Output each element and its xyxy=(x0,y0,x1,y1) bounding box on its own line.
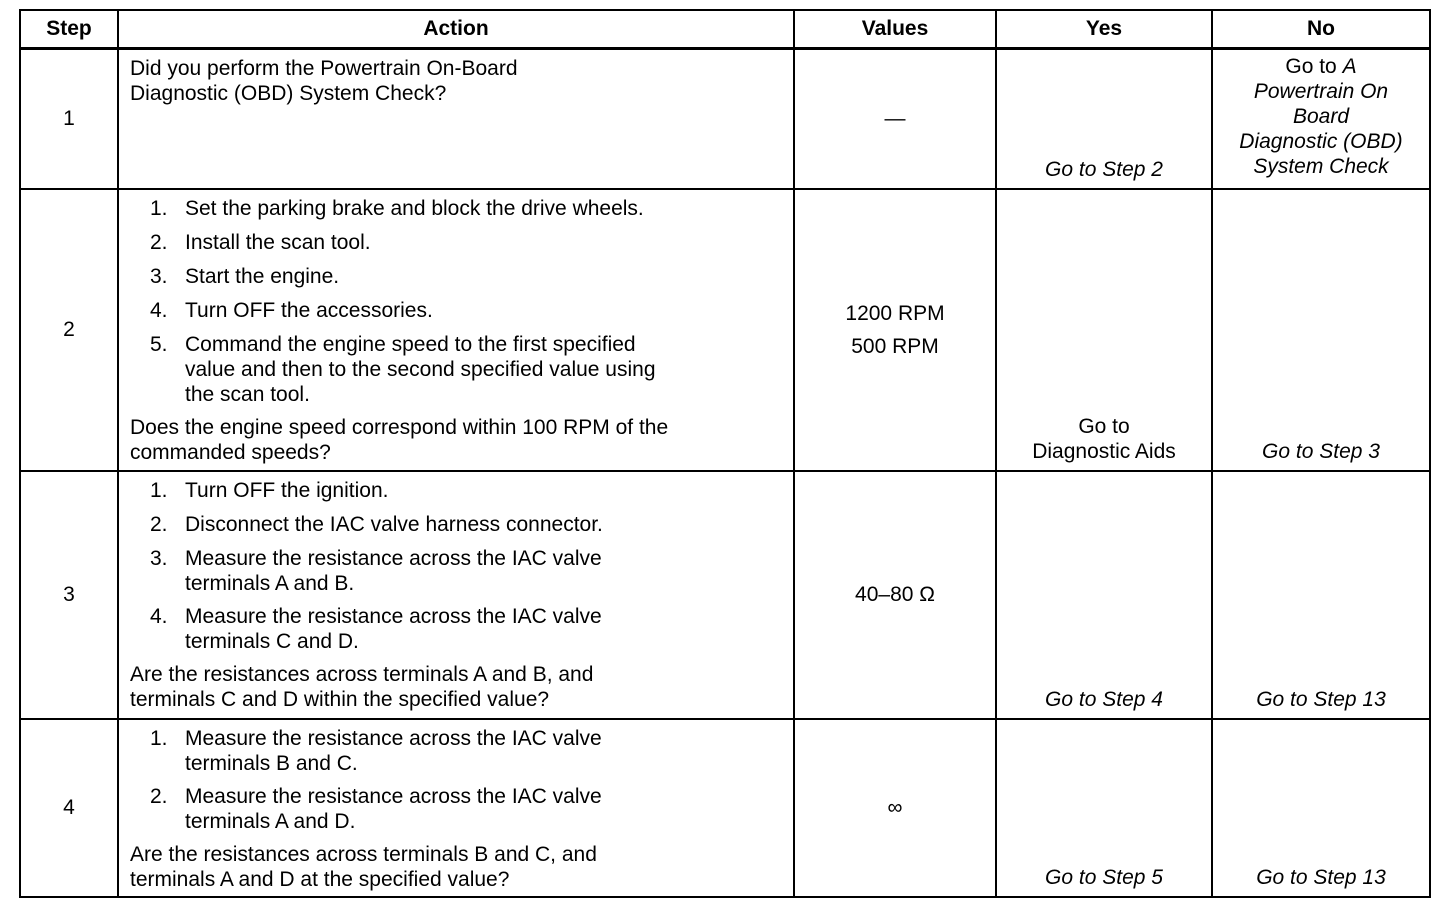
list-item: 2. Measure the resistance across the IAC valve terminals A and D. xyxy=(150,784,602,833)
yes-cell xyxy=(996,189,1212,471)
yes-link[interactable]: Go to Step 4 xyxy=(1045,687,1163,711)
header-yes: Yes xyxy=(996,10,1212,49)
no-link[interactable]: System Check xyxy=(1253,155,1389,178)
no-cell xyxy=(1212,719,1430,897)
list-item: 3. Measure the resistance across the IAC valve terminals A and B. xyxy=(150,546,602,595)
step-number: 4 xyxy=(20,719,118,897)
step-number: 2 xyxy=(20,189,118,471)
question: Are the resistances across terminals B and C, and terminals A and D at the specified value? xyxy=(130,842,597,891)
no-prefix: Go to xyxy=(1285,55,1337,78)
value: ∞ xyxy=(887,796,903,819)
yes-link[interactable]: Go to Step 5 xyxy=(1045,865,1163,889)
action-cell xyxy=(118,189,794,471)
list-item: 5. Command the engine speed to the first specified value and then to the second specified value using the scan tool. xyxy=(150,332,656,406)
question: Did you perform the Powertrain On-Board Diagnostic (OBD) System Check? xyxy=(130,57,518,105)
header-action: Action xyxy=(118,10,794,49)
value: 40–80 Ω xyxy=(855,583,935,606)
table-row xyxy=(20,719,1430,897)
no-link[interactable]: Powertrain On xyxy=(1253,80,1389,103)
values-cell xyxy=(794,49,996,189)
no-cell xyxy=(1212,49,1430,189)
instruction-list xyxy=(130,726,783,834)
question: Does the engine speed correspond within 100 RPM of the commanded speeds? xyxy=(130,415,669,464)
no-link[interactable]: Go to Step 13 xyxy=(1256,687,1386,711)
list-item: 1. Turn OFF the ignition. xyxy=(150,478,389,502)
header-row xyxy=(20,10,1430,49)
table-row xyxy=(20,49,1430,189)
yes-link[interactable]: Go to xyxy=(1078,414,1130,438)
header-values: Values xyxy=(794,10,996,49)
yes-link[interactable]: Diagnostic Aids xyxy=(1032,439,1176,463)
step-number: 1 xyxy=(20,49,118,189)
values-cell xyxy=(794,189,996,471)
list-item: 1. Set the parking brake and block the drive wheels. xyxy=(150,196,644,220)
values-cell xyxy=(794,471,996,719)
no-link[interactable]: Go to Step 3 xyxy=(1262,439,1380,463)
diagnostic-table xyxy=(19,9,1431,898)
step-number: 3 xyxy=(20,471,118,719)
values-cell xyxy=(794,719,996,897)
instruction-list xyxy=(130,478,783,654)
yes-link[interactable]: Go to Step 2 xyxy=(1045,157,1163,181)
action-cell xyxy=(118,471,794,719)
no-link[interactable]: Board xyxy=(1292,105,1350,128)
list-item: 3. Start the engine. xyxy=(150,264,340,288)
no-cell xyxy=(1212,471,1430,719)
no-link[interactable]: A xyxy=(1342,55,1357,78)
instruction-list xyxy=(130,196,783,407)
value: 500 RPM xyxy=(851,334,939,358)
action-cell xyxy=(118,719,794,897)
no-link[interactable]: Go to Step 13 xyxy=(1256,865,1386,889)
header-step: Step xyxy=(20,10,118,49)
action-cell xyxy=(118,49,794,189)
list-item: 1. Measure the resistance across the IAC valve terminals B and C. xyxy=(150,726,602,775)
table-row xyxy=(20,471,1430,719)
yes-cell xyxy=(996,471,1212,719)
no-link[interactable]: Diagnostic (OBD) xyxy=(1239,130,1403,153)
list-item: 4. Turn OFF the accessories. xyxy=(150,298,433,322)
table-row xyxy=(20,189,1430,471)
header-no: No xyxy=(1212,10,1430,49)
yes-cell xyxy=(996,49,1212,189)
value: 1200 RPM xyxy=(845,301,945,325)
value: — xyxy=(884,107,906,131)
list-item: 2. Disconnect the IAC valve harness connector. xyxy=(150,512,603,536)
list-item: 4. Measure the resistance across the IAC valve terminals C and D. xyxy=(150,604,602,653)
list-item: 2. Install the scan tool. xyxy=(150,230,371,254)
yes-cell xyxy=(996,719,1212,897)
question: Are the resistances across terminals A and B, and terminals C and D within the specified value? xyxy=(130,662,594,711)
no-cell xyxy=(1212,189,1430,471)
